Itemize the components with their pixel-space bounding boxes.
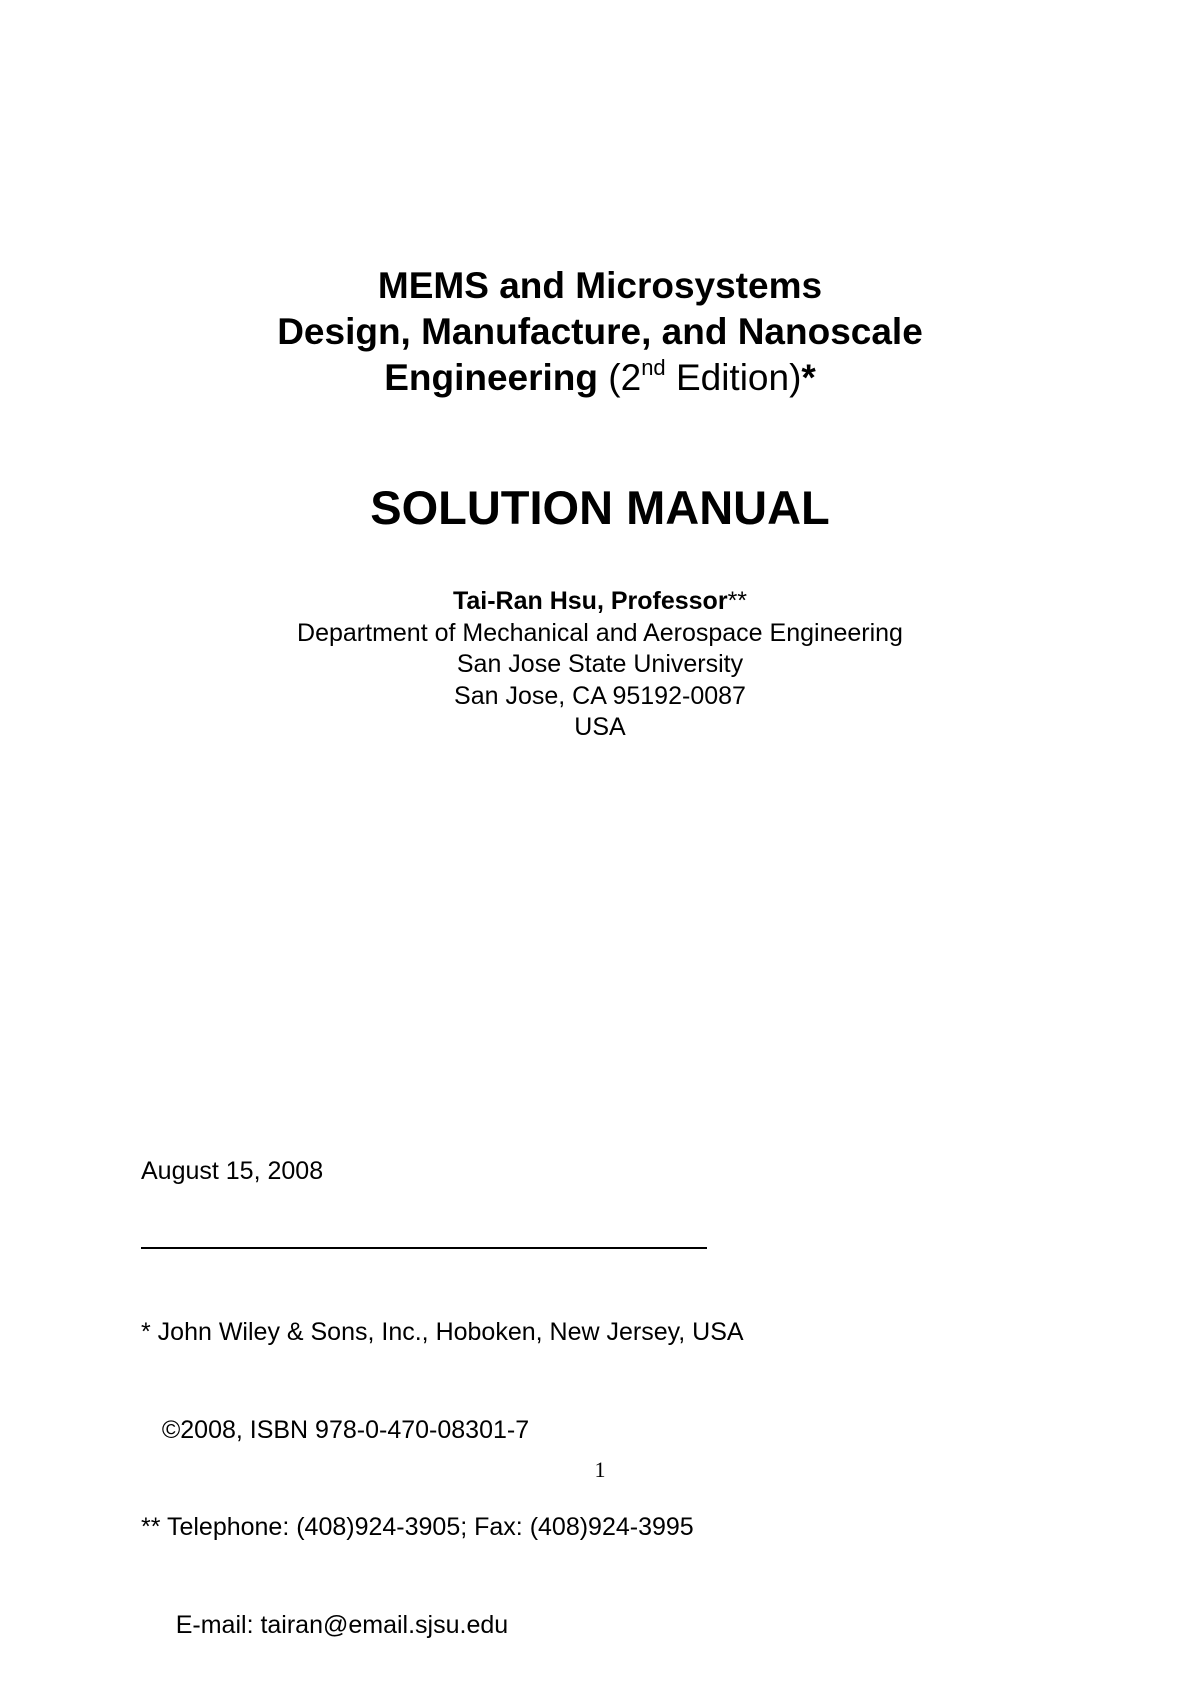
- book-title-line-3-bold: Engineering: [384, 357, 598, 398]
- author-city: San Jose, CA 95192-0087: [454, 681, 746, 710]
- footnote-line-2: ©2008, ISBN 978-0-470-08301-7: [141, 1415, 530, 1444]
- author-name: Tai-Ran Hsu, Professor: [452, 587, 728, 615]
- author-line: [0, 586, 1200, 618]
- document-date: August 15, 2008: [141, 1157, 324, 1185]
- book-title: [0, 263, 1200, 401]
- author-block: [0, 586, 1200, 744]
- edition-label: Edition): [665, 357, 802, 398]
- footnote-line-4: E-mail: tairan@email.sjsu.edu: [141, 1610, 509, 1639]
- author-country: USA: [574, 713, 626, 741]
- author-department: Department of Mechanical and Aerospace Engineering: [297, 618, 903, 647]
- book-title-line-3: [0, 355, 1200, 401]
- manual-title: SOLUTION MANUAL: [370, 481, 830, 534]
- edition-open: (2: [598, 357, 642, 398]
- footnote-line-1: * John Wiley & Sons, Inc., Hoboken, New Jersey, USA: [141, 1318, 744, 1346]
- page-number: 1: [594, 1457, 606, 1482]
- author-footnote-mark: **: [727, 587, 748, 615]
- author-university: San Jose State University: [456, 650, 744, 678]
- book-title-line-1: MEMS and Microsystems: [377, 265, 823, 306]
- footnote-line-3: ** Telephone: (408)924-3905; Fax: (408)924-3995: [141, 1513, 694, 1541]
- edition-superscript: nd: [641, 354, 666, 380]
- title-footnote-mark: *: [801, 357, 816, 398]
- book-title-line-2: Design, Manufacture, and Nanoscale: [277, 311, 923, 352]
- footnote-divider: [141, 1247, 707, 1249]
